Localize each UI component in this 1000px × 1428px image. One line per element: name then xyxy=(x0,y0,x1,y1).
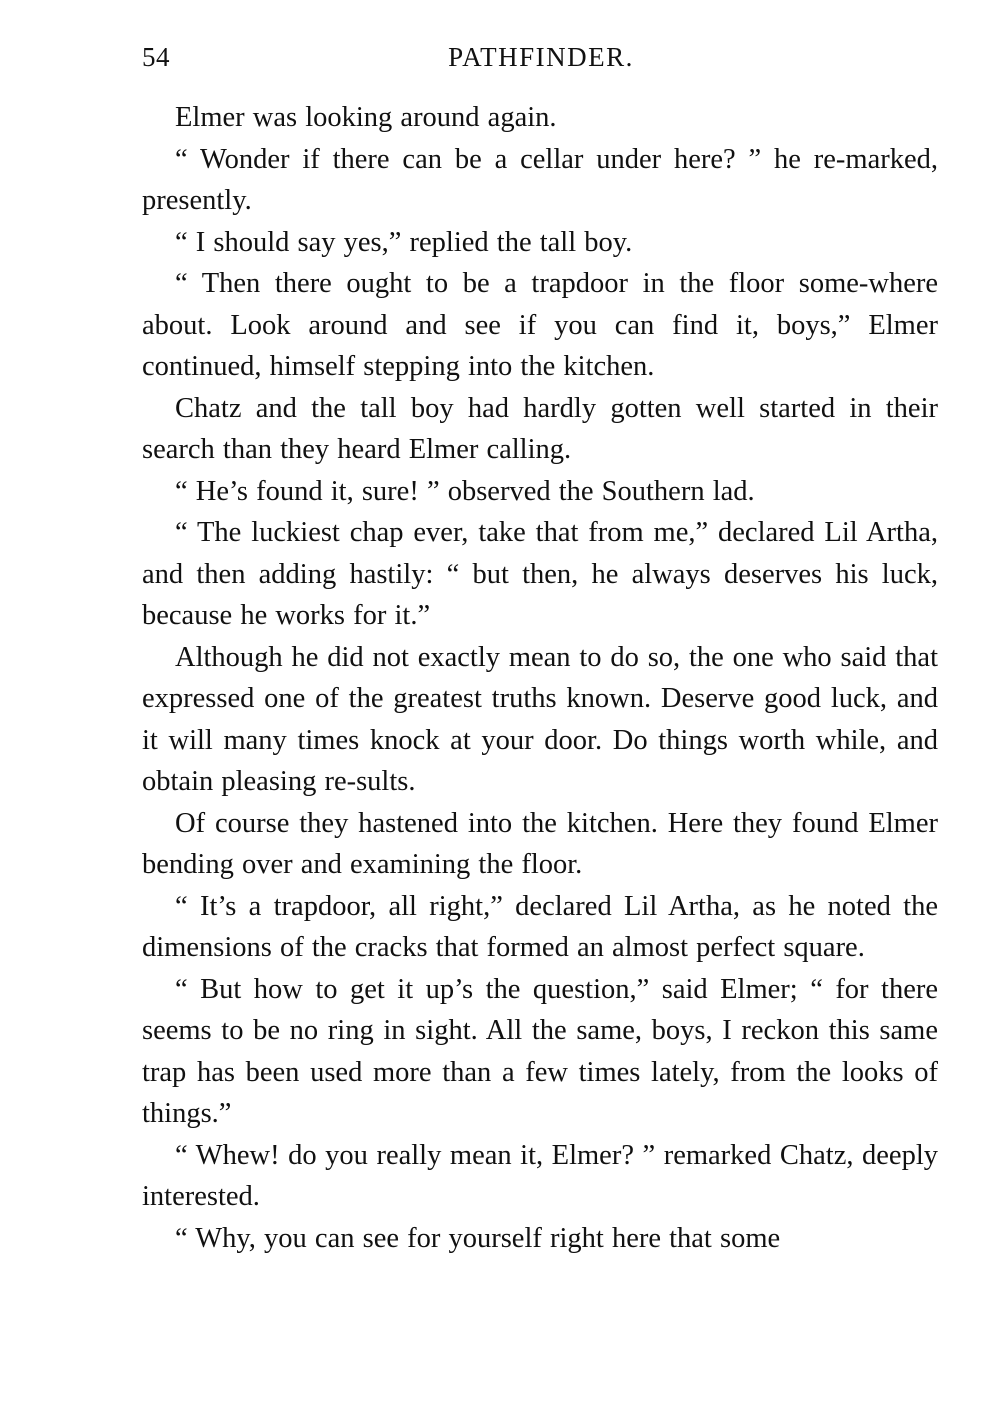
paragraph: “ Whew! do you really mean it, Elmer? ” remarked Chatz, deeply interested. xyxy=(142,1139,938,1212)
paragraph: Although he did not exactly mean to do so, the one who said that expressed one of the greatest truths known. Deserve good luck, and it will many times knock at your door. Do things worth while, and obtain pleasing re-sults. xyxy=(142,641,938,797)
running-title: PATHFINDER. xyxy=(448,42,634,72)
page-number: 54 xyxy=(142,42,170,72)
paragraph: “ The luckiest chap ever, take that from me,” declared Lil Artha, and then adding hastily: “ but then, he always deserves his luck, because he works for it.” xyxy=(142,517,938,631)
paragraph: “ He’s found it, sure! ” observed the Southern lad. xyxy=(175,475,755,507)
paragraph: Elmer was looking around again. xyxy=(175,102,557,133)
paragraph: “ Wonder if there can be a cellar under here? ” he re-marked, presently. xyxy=(142,143,938,216)
body-text xyxy=(142,97,938,1259)
page-header xyxy=(142,38,940,82)
paragraph: “ But how to get it up’s the question,” said Elmer; “ for there seems to be no ring in sight. All the same, boys, I reckon this same trap has been used more than a few times lately, from the looks of things.” xyxy=(142,973,938,1129)
paragraph: “ Then there ought to be a trapdoor in the floor some-where about. Look around and see if you can find it, boys,” Elmer continued, himself stepping into the kitchen. xyxy=(142,268,938,382)
paragraph: “ It’s a trapdoor, all right,” declared Lil Artha, as he noted the dimensions of the cracks that formed an almost perfect square. xyxy=(142,890,938,963)
paragraph: Of course they hastened into the kitchen. Here they found Elmer bending over and examining the floor. xyxy=(142,807,938,880)
paragraph: Chatz and the tall boy had hardly gotten well started in their search than they heard Elmer calling. xyxy=(142,392,938,465)
paragraph: “ Why, you can see for yourself right here that some xyxy=(175,1222,781,1254)
paragraph: “ I should say yes,” replied the tall boy. xyxy=(175,226,633,258)
